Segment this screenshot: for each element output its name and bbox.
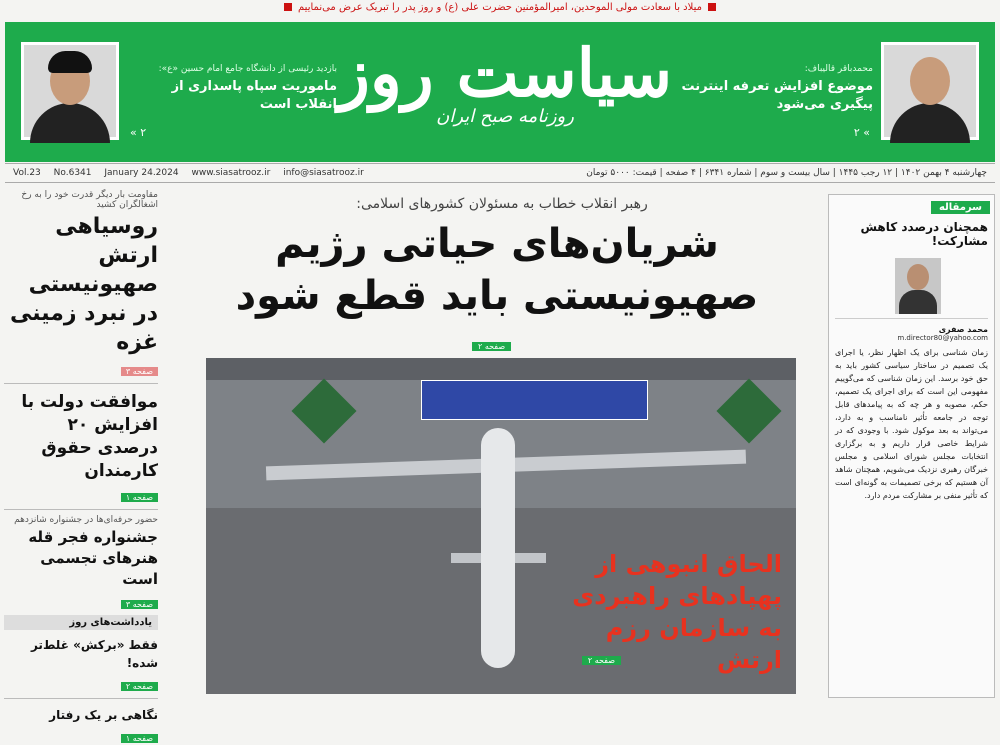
portrait-left [21, 42, 119, 140]
story-headline: ماموریت سپاه پاسداری از انقلاب است [171, 79, 337, 112]
headline-fajr[interactable]: جشنواره فجر قله هنرهای تجسمی است [28, 528, 158, 588]
editorial-title[interactable]: همچنان درصدد کاهش مشارکت! [860, 220, 988, 248]
masthead [5, 22, 995, 162]
headline-note-1[interactable]: فقط «برکش» غلط‌تر شده! [30, 638, 158, 670]
page-ref: « ۲ [130, 126, 147, 139]
website-link[interactable]: www.siasatrooz.ir [191, 168, 271, 178]
page-ref: صفحه ۳ [121, 600, 158, 609]
hangar-banner [421, 380, 648, 420]
left-column [0, 190, 162, 743]
author-name: محمد صفری [938, 325, 988, 334]
headline-note-2[interactable]: نگاهی بر یک رفتار [49, 708, 158, 722]
issue-number: No.6341 [53, 168, 92, 178]
author-avatar [895, 258, 941, 314]
headline-gaza[interactable]: روسیاهی ارتش صهیونیستی در نبرد زمینی غزه [10, 214, 158, 355]
story-kicker: بازدید رئیسی از دانشگاه جامع امام حسین «ع»: [158, 64, 337, 74]
page-ref: صفحه ۲ [121, 682, 158, 691]
author-email[interactable]: m.director80@yahoo.com [897, 334, 988, 342]
main-headline[interactable]: شریان‌های حیاتی رژیم صهیونیستی باید قطع شود [235, 221, 759, 319]
headline-salary[interactable]: موافقت دولت با افزایش ۲۰ درصدی حقوق کارمندان [21, 392, 158, 481]
drone-body [481, 428, 515, 668]
story-kicker: محمدباقر قالیباف: [804, 64, 873, 74]
portrait-right [881, 42, 979, 140]
newspaper-logo: سیاست روز روزنامه صبح ایران [337, 34, 673, 127]
emblem-icon [291, 378, 356, 443]
page-ref: صفحه ۱ [121, 493, 158, 502]
kicker: حضور حرفه‌ای‌ها در جشنواره شانزدهم [14, 515, 158, 525]
volume: Vol.23 [13, 168, 41, 178]
editorial-column [828, 194, 995, 698]
main-kicker: رهبر انقلاب خطاب به مسئولان کشورهای اسلامی: [356, 196, 648, 212]
page-ref: صفحه ۱ [121, 734, 158, 743]
issue-info-bar [5, 163, 995, 183]
story-headline: موضوع افزایش تعرفه اینترنت پیگیری می‌شود [681, 79, 873, 112]
issue-date-en: January 24.2024 [104, 168, 179, 178]
masthead-story-right[interactable] [663, 64, 873, 114]
email-link[interactable]: info@siasatrooz.ir [283, 168, 364, 178]
drone-photo[interactable] [206, 358, 796, 694]
photo-caption[interactable]: الحاق انبوهی از پهپادهای راهبردی به سازمان رزم ارتش [572, 550, 782, 674]
page-ref: صفحه ۲ [582, 656, 621, 665]
page-ref: ۲ « [853, 126, 870, 139]
page-ref: صفحه ۲ [472, 342, 511, 351]
masthead-story-left[interactable] [127, 64, 337, 114]
kicker: مقاومت بار دیگر قدرت خود را به رخ اشغالگران کشید [21, 190, 158, 210]
editorial-tag: سرمقاله [931, 201, 990, 214]
page-ref: صفحه ۳ [121, 367, 158, 376]
editorial-body: زمان شناسی برای یک اظهار نظر، یا اجرای یک تصمیم در ساختار سیاسی کشور باید به حق خود برسد. این زمان شناسی که می‌گوییم مفهومی این است که برای اجرای یک تصمیم، حکم، مصوبه و هر چه که به پیامدهای قابل توجه در جامعه تأثیر نامناسب و به دارد، می‌تواند به بعد موکول شود. با وجودی که در شرایط خاصی قرار داریم و به برگزاری انتخابات مجلس شورای اسلامی و مجلس خبرگان رهبری نزدیک می‌شویم، همچنان شاهد آن هستیم که برخی تصمیمات به گونه‌ای است که تأثیر منفی بر مشارکت مردم دارد. [835, 348, 988, 500]
main-story [172, 190, 822, 696]
author-box [835, 256, 988, 319]
top-greeting: میلاد با سعادت مولی الموحدین، امیرالمؤمنین حضرت علی (ع) و روز پدر را تبریک عرض می‌نماییم [0, 0, 1000, 18]
section-band: یادداشت‌های روز [4, 615, 158, 630]
issue-date-fa: چهارشنبه ۴ بهمن ۱۴۰۲ | ۱۲ رجب ۱۴۴۵ | سال بیست و سوم | شماره ۶۳۴۱ | ۴ صفحه | قیمت: ۵۰۰۰ تومان [586, 168, 987, 178]
emblem-icon [716, 378, 781, 443]
